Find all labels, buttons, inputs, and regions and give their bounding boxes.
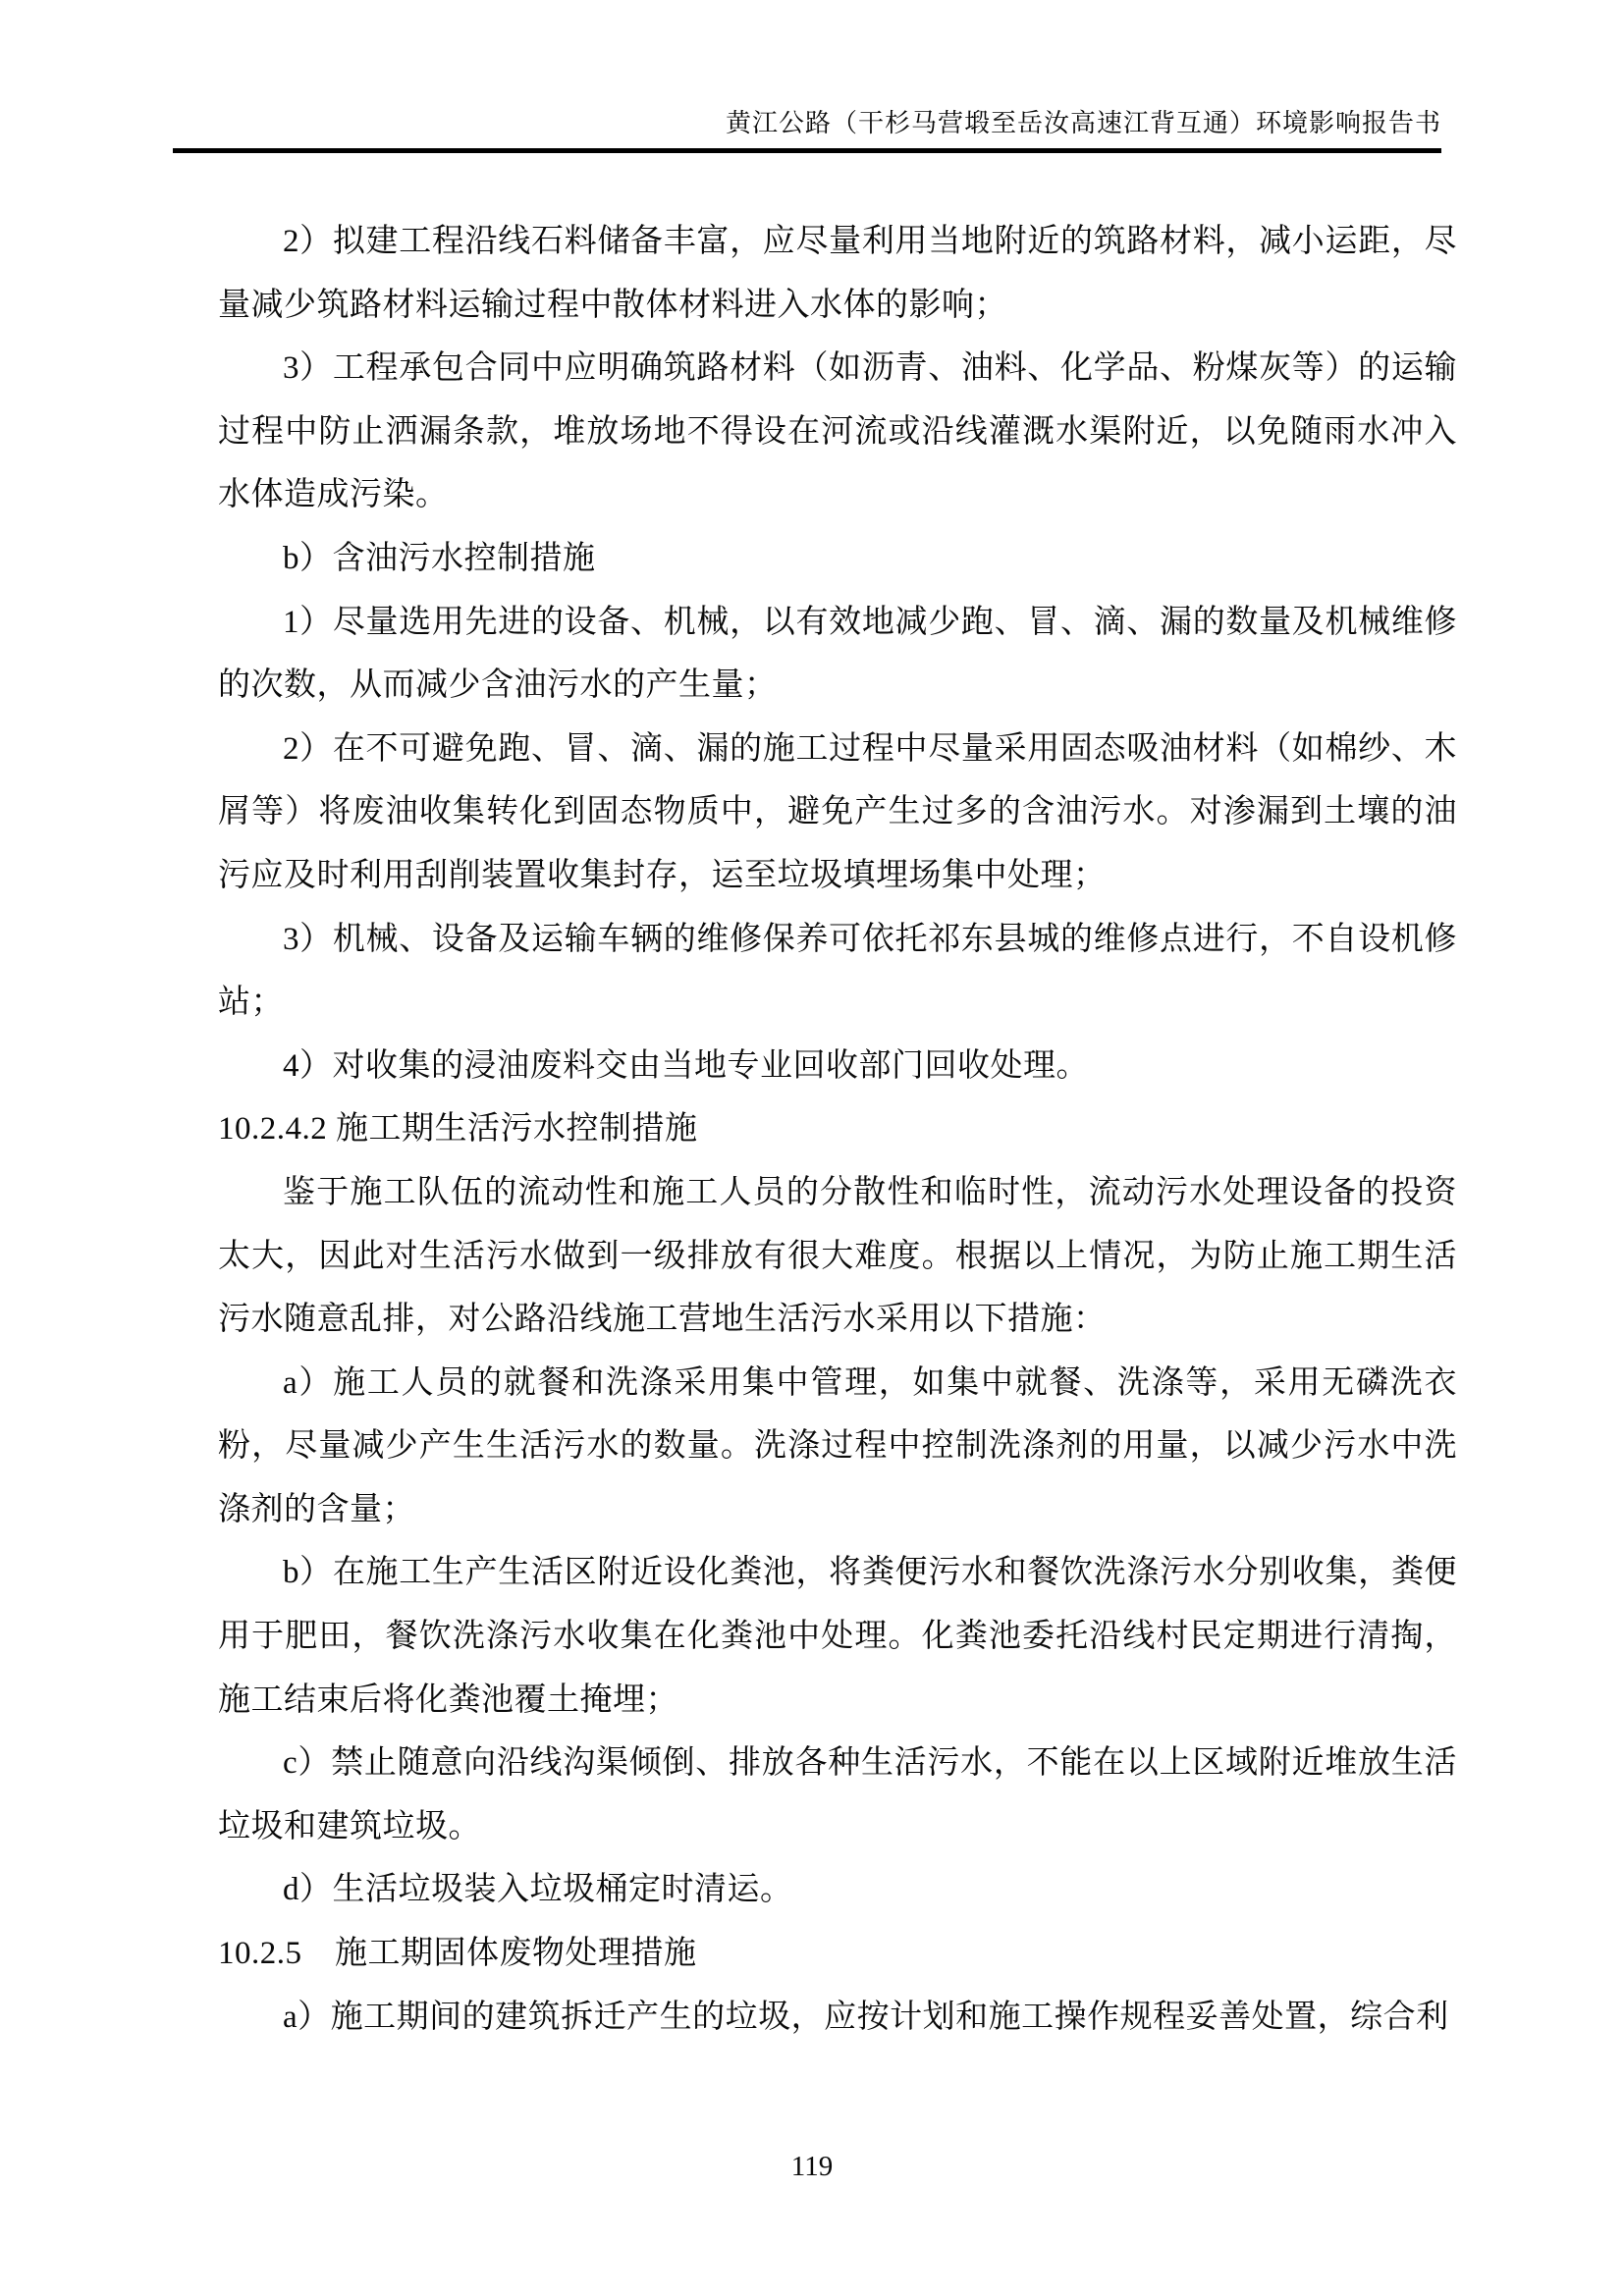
paragraph-septic-tank: b）在施工生产生活区附近设化粪池，将粪便污水和餐饮洗涤污水分别收集，粪便用于肥田，餐饮洗涤污水收集在化粪池中处理。化粪池委托沿线村民定期进行清掏，施工结束后将化粪池覆土掩埋； bbox=[218, 1555, 1457, 1718]
paragraph-no-dumping: c）禁止随意向沿线沟渠倾倒、排放各种生活污水，不能在以上区域附近堆放生活垃圾和建筑垃圾。 bbox=[218, 1745, 1457, 1844]
paragraph-oil-absorb-material: 2）在不可避免跑、冒、滴、漏的施工过程中尽量采用固态吸油材料（如棉纱、木屑等）将废油收集转化到固态物质中，避免产生过多的含油污水。对渗漏到土壤的油污应及时利用刮削装置收集封存，运至垃圾填埋场集中处理； bbox=[218, 730, 1457, 893]
paragraph-domestic-sewage-intro: 鉴于施工队伍的流动性和施工人员的分散性和临时性，流动污水处理设备的投资太大，因此对生活污水做到一级排放有很大难度。根据以上情况，为防止施工期生活污水随意乱排，对公路沿线施工营地生活污水采用以下措施： bbox=[218, 1174, 1457, 1338]
page-number: 119 bbox=[790, 2151, 834, 2182]
paragraph-contract-clause: 3）工程承包合同中应明确筑路材料（如沥青、油料、化学品、粉煤灰等）的运输过程中防止洒漏条款，堆放场地不得设在河流或沿线灌溉水渠附近，以免随雨水冲入水体造成污染。 bbox=[218, 350, 1457, 513]
paragraph-oil-waste-recycle: 4）对收集的浸油废料交由当地专业回收部门回收处理。 bbox=[283, 1047, 1089, 1084]
document-body bbox=[218, 210, 1457, 2049]
paragraph-road-materials: 2）拟建工程沿线石料储备丰富，应尽量利用当地附近的筑路材料，减小运距，尽量减少筑路材料运输过程中散体材料进入水体的影响； bbox=[218, 224, 1457, 323]
page-footer bbox=[0, 2150, 1624, 2183]
paragraph-oily-wastewater-title: b）含油污水控制措施 bbox=[283, 540, 596, 576]
paragraph-advanced-equipment: 1）尽量选用先进的设备、机械，以有效地减少跑、冒、滴、漏的数量及机械维修的次数，从而减少含油污水的产生量； bbox=[218, 604, 1457, 704]
paragraph-demolition-waste: a）施工期间的建筑拆迁产生的垃圾，应按计划和施工操作规程妥善处置，综合利 bbox=[283, 1999, 1449, 2035]
page-header bbox=[173, 104, 1441, 153]
section-heading-10-2-5: 10.2.5 施工期固体废物处理措施 bbox=[218, 1936, 697, 1972]
header-title: 黄江公路（干杉马营塅至岳汝高速江背互通）环境影响报告书 bbox=[725, 109, 1441, 137]
paragraph-central-management: a）施工人员的就餐和洗涤采用集中管理，如集中就餐、洗涤等，采用无磷洗衣粉，尽量减少产生生活污水的数量。洗涤过程中控制洗涤剂的用量，以减少污水中洗涤剂的含量； bbox=[218, 1364, 1457, 1527]
paragraph-garbage-bins: d）生活垃圾装入垃圾桶定时清运。 bbox=[283, 1872, 793, 1908]
section-heading-10-2-4-2: 10.2.4.2 施工期生活污水控制措施 bbox=[218, 1111, 698, 1148]
paragraph-vehicle-maintenance: 3）机械、设备及运输车辆的维修保养可依托祁东县城的维修点进行，不自设机修站； bbox=[218, 921, 1457, 1021]
